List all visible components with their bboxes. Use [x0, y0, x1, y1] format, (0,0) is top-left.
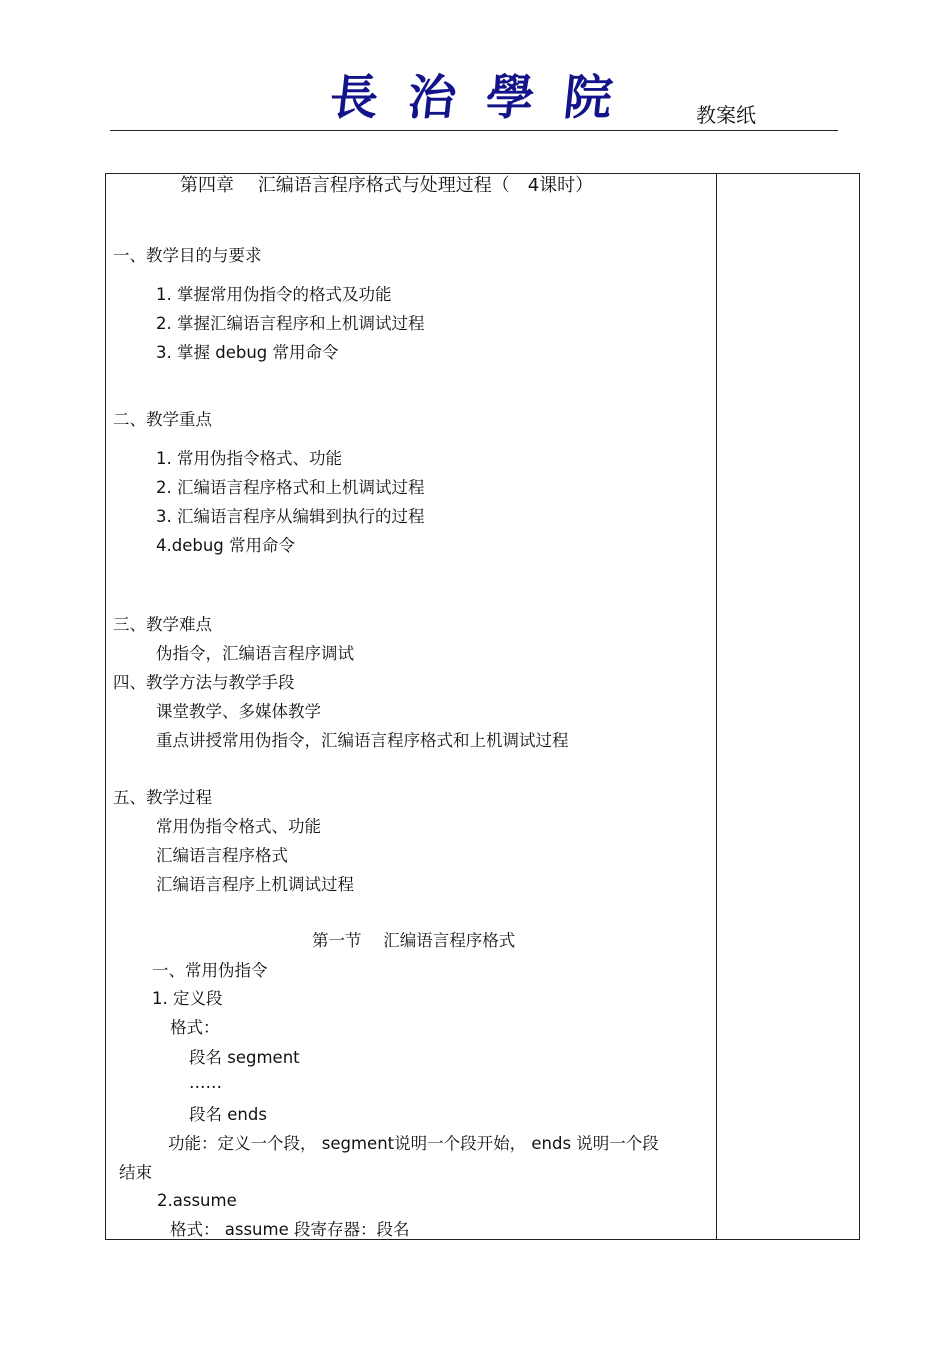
assume-format-line: 格式： assume 段寄存器：段名 [170, 1220, 410, 1239]
section-heading-methods: 四、教学方法与教学手段 [113, 673, 295, 692]
code-line-segment: 段名 segment [189, 1048, 300, 1067]
header-rule [110, 130, 838, 131]
subsection-heading: 一、常用伪指令 [152, 961, 268, 980]
code-line-ends: 段名 ends [189, 1105, 267, 1124]
process-line-1: 常用伪指令格式、功能 [156, 817, 321, 836]
objective-item-3: 3. 掌握 debug 常用命令 [156, 343, 339, 362]
section-heading-difficulties: 三、教学难点 [113, 615, 212, 634]
function-description-line-2: 结束 [119, 1163, 152, 1182]
method-line-1: 课堂教学、多媒体教学 [156, 702, 321, 721]
method-line-2: 重点讲授常用伪指令，汇编语言程序格式和上机调试过程 [156, 731, 569, 750]
section-heading-key-points: 二、教学重点 [113, 410, 212, 429]
function-description-line-1: 功能：定义一个段， segment说明一个段开始， ends 说明一个段 [168, 1134, 659, 1153]
key-point-item-3: 3. 汇编语言程序从编辑到执行的过程 [156, 507, 425, 526]
difficulty-line: 伪指令，汇编语言程序调试 [156, 644, 354, 663]
doc-type-label: 教案纸 [696, 103, 756, 127]
objective-item-1: 1. 掌握常用伪指令的格式及功能 [156, 285, 392, 304]
objective-item-2: 2. 掌握汇编语言程序和上机调试过程 [156, 314, 425, 333]
item-heading-define-segment: 1. 定义段 [152, 989, 223, 1008]
format-label: 格式： [170, 1018, 220, 1037]
process-line-3: 汇编语言程序上机调试过程 [156, 875, 354, 894]
chapter-title: 第四章 汇编语言程序格式与处理过程（ 4课时） [180, 175, 594, 196]
section-heading-objectives: 一、教学目的与要求 [113, 246, 262, 265]
key-point-item-1: 1. 常用伪指令格式、功能 [156, 449, 342, 468]
section-heading-process: 五、教学过程 [113, 788, 212, 807]
process-line-2: 汇编语言程序格式 [156, 846, 288, 865]
college-logo: 長治學院 [327, 70, 645, 126]
section-title: 第一节 汇编语言程序格式 [312, 931, 516, 950]
margin-column-divider [716, 173, 717, 1240]
code-ellipsis: …… [189, 1073, 222, 1092]
key-point-item-4: 4.debug 常用命令 [156, 536, 296, 555]
key-point-item-2: 2. 汇编语言程序格式和上机调试过程 [156, 478, 425, 497]
item-heading-assume: 2.assume [157, 1191, 237, 1210]
